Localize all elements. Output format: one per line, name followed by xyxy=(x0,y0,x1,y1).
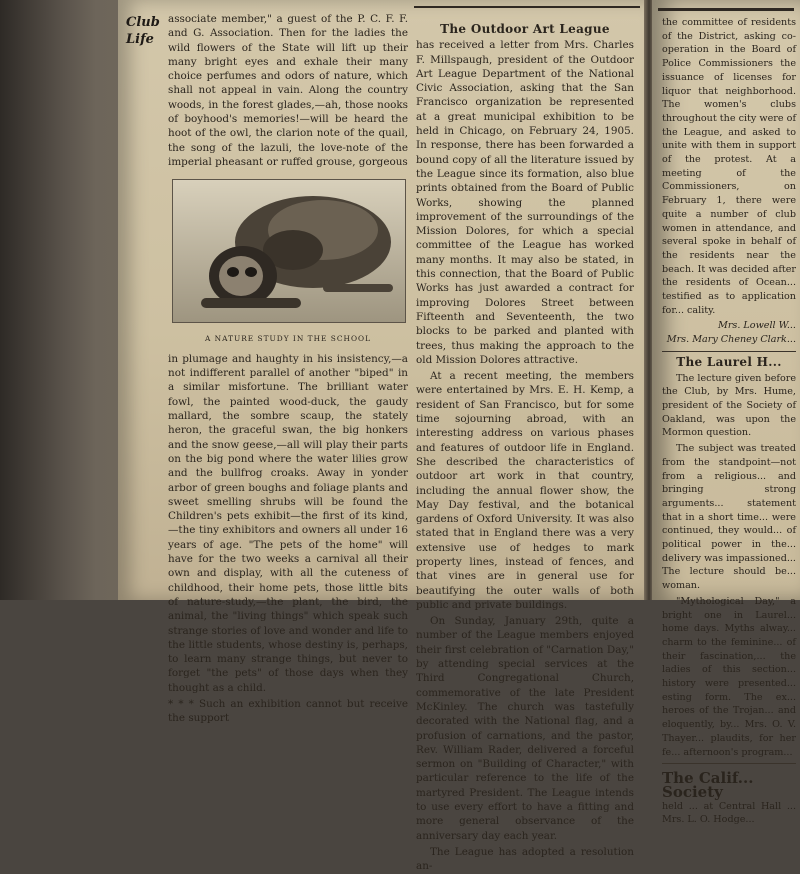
right-divider-1 xyxy=(662,351,796,352)
magazine-page-left xyxy=(118,0,648,873)
middle-paragraph-1: has received a letter from Mrs. Charles F. Millspaugh, president of the Outdoor Art League Department of the National Civic Association, asking that the San Francisco organization be represented at a great municipal exhibition to be held in Chicago, on February 24, 1905. In response, there has been forwarded a bound copy of all the literature issued by the League since its formation, also blue prints obtained from the Board of Public Works, showing the planned improvement of the surroundings of the Mission Dolores, for which a special committee of the League has worked many months. It may also be stated, in this connection, that the Board of Public Works has just awarded a contract for improving Dolores Street between Fifteenth and Seventeenth, the two blocks to be parked and planted with trees, thus making the approach to the old Mission Dolores attractive. xyxy=(416,39,634,366)
left-intro-text: associate member," a guest of the P. C. F. F. and G. Association. Then for the ladies the wild flowers of the State will lift up their many bright eyes and exhale their many choice perfumes and odors of nature, which shall not appeal in vain. Along the country woods, in the forest glades,—ah, those nooks of boyhood's memories!—will be heard the hoot of the owl, the clarion note of the quail, the song of the lazuli, the love-note of the imperial pheasant or ruffed grouse, gorgeous xyxy=(168,13,408,168)
left-column xyxy=(168,12,408,725)
right-paragraph-4: "Mythological Day," a bright one in Laurel... home days. Myths alway... charm to the feminine... of their fascination,... the ladies of this section... history were presented... esting form. The ex... heroes of the Trojan... and eloquently, by... Mrs. O. V. Thayer... plaudits, for her fe... afternoon's program... xyxy=(662,595,796,758)
signature-lowell: Mrs. Lowell W... xyxy=(718,320,796,332)
signature-clark: Mrs. Mary Cheney Clark... xyxy=(666,334,796,346)
nature-study-photo xyxy=(172,179,406,323)
california-society-heading: The Calif... Society xyxy=(662,769,754,801)
middle-top-rule xyxy=(414,6,640,8)
right-paragraph-2: The lecture given before the Club, by Mrs. Hume, president of the Society of Oakland, was upon the Mormon question. xyxy=(662,372,796,439)
left-body-text: in plumage and haughty in his insistency,—a not indifferent parallel of another "biped" in a similar misfortune. The brilliant water fowl, the painted wood-duck, the gaudy mallard, the sombre scaup, the stately heron, the graceful swan, the big honkers and the snow geese,—all will play their parts on the big pond where the water lilies grow and the bullfrog croaks. Away in yonder arbor of green boughs and foliage plants and sweet smelling shrubs will be found the Children's pets exhibit—the first of its kind,—the tiny exhibitors and owners all under 16 years of age. "The pets of the home" will have for the two weeks a carnival all their own and display, with all the cuteness of childhood, their home pets, those little bits of nature-study,—the plant, the bird, the animal, the "living things" which speak such strange stories of love and wonder and life to the little students, whose destiny is, perhaps, to learn many strange things, but never to forget "the pets" of those days when they thought as a child. xyxy=(168,352,408,694)
right-top-rule xyxy=(658,8,794,11)
outdoor-art-league-heading: The Outdoor Art League xyxy=(440,22,610,36)
right-divider-2 xyxy=(662,763,796,764)
middle-paragraph-4: The League has adopted a resolution an- xyxy=(416,845,634,873)
club-life-masthead: Club Life xyxy=(126,15,160,47)
right-column xyxy=(662,16,796,829)
photo-caption: A NATURE STUDY IN THE SCHOOL xyxy=(205,333,371,343)
right-paragraph-1: the committee of residents of the District, asking co-operation in the Board of Police Commissioners the issuance of licenses for liquor that neighborhood. The women's clubs throughout the city were of the League, and asked to unite with them in support of the protest. At a meeting of the Commissioners, on February 1, there were quite a number of club women in attendance, and several spoke in behalf of the residents near the beach. It was decided after the residents of Ocean... testified as to application for... cality. xyxy=(662,17,796,316)
middle-column xyxy=(416,22,634,873)
right-paragraph-5: held ... at Central Hall ... Mrs. L. O. Hodge... xyxy=(662,800,796,826)
magazine-page-right xyxy=(652,0,800,826)
middle-paragraph-3: On Sunday, January 29th, quite a number of the League members enjoyed their first celebration of "Carnation Day," by attending special services at the Third Congregational Church, commemorative of the late President McKinley. The church was tastefully decorated with the National flag, and a profusion of carnations, and the pastor, Rev. William Rader, delivered a forceful sermon on "Building of Character," with particular reference to the life of the martyred President. The League intends to use every effort to have a fitting and more general observance of the anniversary day each year. xyxy=(416,615,634,842)
middle-paragraph-2: At a recent meeting, the members were entertained by Mrs. E. H. Kemp, a resident of San Francisco, but for some time sojourning abroad, with an interesting address on various phases and features of outdoor life in England. She described the characteristics of outdoor art work in that country, including the annual flower show, the May Day festival, and the botanical gardens of Oxford University. It was also stated that in England there was a very extensive use of hedges to mark property lines, instead of fences, and that vines are in general use for beautifying the outer walls of both public and private buildings. xyxy=(416,370,634,611)
left-ending-text: * * * Such an exhibition cannot but receive the support xyxy=(168,697,408,725)
right-paragraph-3: The subject was treated from the standpoint—not from a religious... and bringing strong arguments... statement that in a short time... were continued, they would... of political power in the... delivery was impassioned... The lecture should be... woman. xyxy=(662,443,796,592)
laurel-heading: The Laurel H... xyxy=(676,354,782,369)
